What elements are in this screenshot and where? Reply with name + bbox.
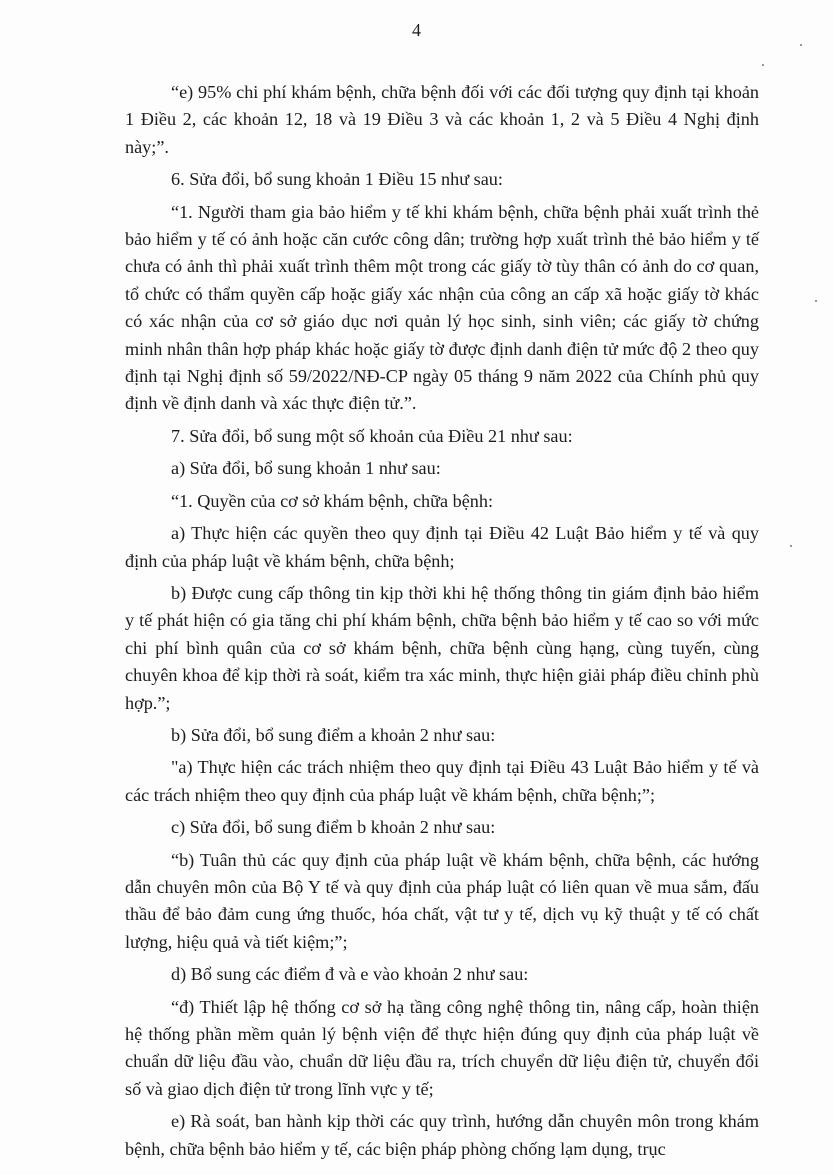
document-body <box>125 79 759 1168</box>
paragraph: “đ) Thiết lập hệ thống cơ sở hạ tầng công nghệ thông tin, nâng cấp, hoàn thiện hệ thống phần mềm quản lý bệnh viện để thực hiện đúng quy định của pháp luật về chuẩn dữ liệu đầu vào, chuẩn dữ liệu đầu ra, trích chuyển dữ liệu điện tử, chuyển đổi số và giao dịch điện tử trong lĩnh vực y tế; <box>125 996 759 1099</box>
paragraph: “1. Người tham gia bảo hiểm y tế khi khám bệnh, chữa bệnh phải xuất trình thẻ bảo hiểm y tế có ảnh hoặc căn cước công dân; trường hợp xuất trình thẻ bảo hiểm y tế chưa có ảnh thì phải xuất trình thêm một trong các giấy tờ tùy thân có ảnh do cơ quan, tổ chức có thẩm quyền cấp hoặc giấy xác nhận của công an cấp xã hoặc giấy tờ khác có xác nhận của cơ sở giáo dục nơi quản lý học sinh, sinh viên; các giấy tờ chứng minh nhân thân hợp pháp khác hoặc giấy tờ được định danh điện tử mức độ 2 theo quy định tại Nghị định số 59/2022/NĐ-CP ngày 05 tháng 9 năm 2022 của Chính phủ quy định về định danh và xác thực điện tử.”. <box>125 201 759 414</box>
paragraph: b) Được cung cấp thông tin kịp thời khi hệ thống thông tin giám định bảo hiểm y tế phát hiện có gia tăng chi phí khám bệnh, chữa bệnh bảo hiểm y tế cao so với mức chi phí bình quân của cơ sở khám bệnh, chữa bệnh cùng hạng, cùng tuyến, cùng chuyên khoa để kịp thời rà soát, kiểm tra xác minh, thực hiện giải pháp điều chỉnh phù hợp.”; <box>125 582 759 713</box>
scan-speck <box>790 545 792 547</box>
paragraph: 6. Sửa đổi, bổ sung khoản 1 Điều 15 như sau: <box>171 169 503 190</box>
paragraph: 7. Sửa đổi, bổ sung một số khoản của Điều 21 như sau: <box>171 425 573 446</box>
paragraph: c) Sửa đổi, bổ sung điểm b khoản 2 như sau: <box>171 817 496 838</box>
paragraph: d) Bổ sung các điểm đ và e vào khoản 2 như sau: <box>171 964 529 985</box>
paragraph: “e) 95% chi phí khám bệnh, chữa bệnh đối với các đối tượng quy định tại khoản 1 Điều 2, các khoản 12, 18 và 19 Điều 3 và các khoản 1, 2 và 5 Điều 4 Nghị định này;”. <box>125 82 759 157</box>
page-number: 4 <box>412 20 421 40</box>
paragraph: “1. Quyền của cơ sở khám bệnh, chữa bệnh: <box>171 490 494 511</box>
paragraph: “b) Tuân thủ các quy định của pháp luật về khám bệnh, chữa bệnh, các hướng dẫn chuyên môn của Bộ Y tế và quy định của pháp luật có liên quan về mua sắm, đấu thầu để bảo đảm cung ứng thuốc, hóa chất, vật tư y tế, dịch vụ kỹ thuật y tế có chất lượng, hiệu quả và tiết kiệm;”; <box>125 849 759 952</box>
scan-speck <box>762 64 764 66</box>
paragraph: a) Sửa đổi, bổ sung khoản 1 như sau: <box>171 458 441 479</box>
scan-speck <box>815 300 817 302</box>
paragraph: a) Thực hiện các quyền theo quy định tại Điều 42 Luật Bảo hiểm y tế và quy định của pháp luật về khám bệnh, chữa bệnh; <box>125 523 759 571</box>
paragraph: e) Rà soát, ban hành kịp thời các quy trình, hướng dẫn chuyên môn trong khám bệnh, chữa bệnh bảo hiểm y tế, các biện pháp phòng chống lạm dụng, trục <box>125 1111 759 1159</box>
paragraph: "a) Thực hiện các trách nhiệm theo quy định tại Điều 43 Luật Bảo hiểm y tế và các trách nhiệm theo quy định của pháp luật về khám bệnh, chữa bệnh;”; <box>125 757 759 805</box>
scan-speck <box>800 44 802 46</box>
paragraph: b) Sửa đổi, bổ sung điểm a khoản 2 như sau: <box>171 724 496 745</box>
